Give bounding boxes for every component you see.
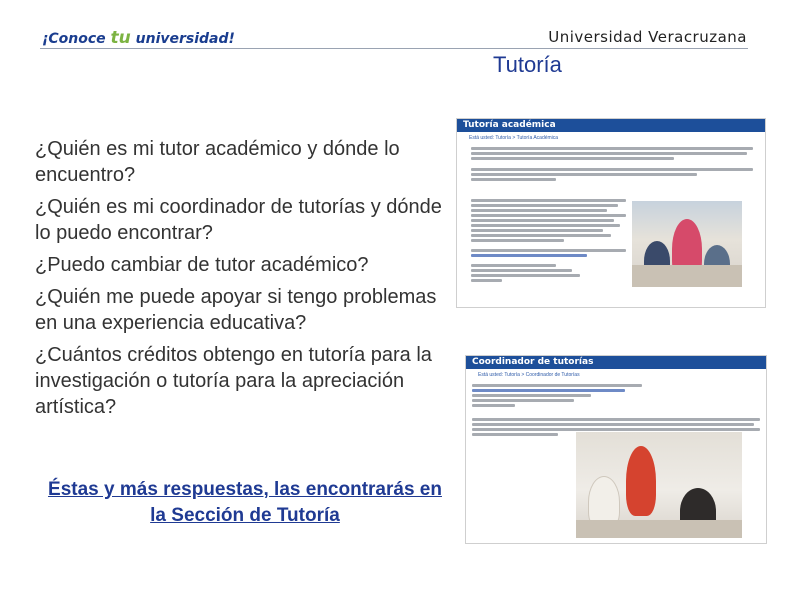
coordinador-tutorias-screenshot [465,355,767,544]
header-divider [40,48,748,49]
students-photo [632,201,742,287]
screenshot-breadcrumb: Está usted: Tutoría > Coordinador de Tutorías [478,372,580,378]
university-name: Universidad Veracruzana [548,28,747,46]
tutoria-section-callout[interactable]: Éstas y más respuestas, las encontrarás en la Sección de Tutoría [48,479,442,526]
brand-logo [42,28,235,48]
screenshot-header: Tutoría académica [457,119,765,132]
screenshot-breadcrumb: Está usted: Tutoría > Tutoría Académica [469,135,559,141]
question-item: ¿Cuántos créditos obtengo en tutoría para la investigación o tutoría para la apreciación artística? [35,344,432,418]
question-list [35,136,455,426]
question-item: ¿Quién es mi tutor académico y dónde lo encuentro? [35,138,400,186]
brand-prefix: ¡Conoce [42,31,111,47]
brand-suffix: universidad! [130,31,235,47]
question-item: ¿Quién es mi coordinador de tutorías y dónde lo puedo encontrar? [35,196,442,244]
question-item: ¿Puedo cambiar de tutor académico? [35,254,369,276]
brand-accent: tu [110,28,131,48]
question-item: ¿Quién me puede apoyar si tengo problemas en una experiencia educativa? [35,286,437,334]
screenshot-body-text [472,382,642,409]
page-title: Tutoría [493,52,562,77]
coordinator-photo [576,432,742,538]
tutoria-academica-screenshot [456,118,766,308]
screenshot-list-text [471,197,626,284]
screenshot-header: Coordinador de tutorías [466,356,766,369]
screenshot-body-text [471,145,753,183]
